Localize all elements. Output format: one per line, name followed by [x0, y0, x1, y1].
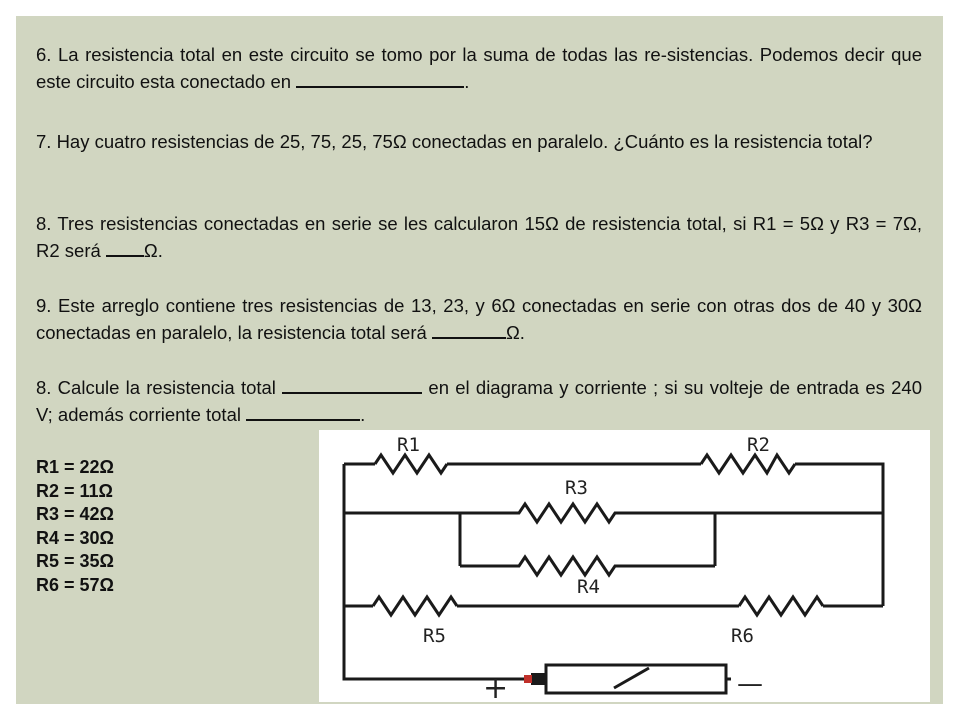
label-r5: R5 [423, 625, 446, 647]
answer-blank [106, 237, 144, 257]
circuit-diagram [319, 430, 930, 702]
resistor-value-r4: R4 = 30Ω [36, 527, 114, 548]
answer-blank [246, 401, 360, 421]
battery-terminal-mark [524, 675, 532, 683]
battery-body [546, 665, 726, 693]
resistor-value-r1: R1 = 22Ω [36, 457, 114, 477]
slide [16, 16, 943, 704]
resistor-value-r2: R2 = 11Ω [36, 480, 113, 501]
wire-inner-left [344, 513, 460, 566]
question-8a: 8. Tres resistencias conectadas en serie se les calcularon 15Ω de resistencia total, si R1 = 5Ω y R3 = 7Ω, R2 será Ω. [36, 213, 922, 261]
resistor-value-r3: R3 = 42Ω [36, 504, 114, 524]
circuit-svg [319, 430, 930, 702]
resistor-r4 [460, 557, 715, 575]
answer-blank [432, 319, 506, 339]
battery-slash [614, 668, 649, 688]
question-6: 6. La resistencia total en este circuito se tomo por la suma de todas las re-sistencias. Podemos decir que este circuito esta conectado en . [36, 44, 922, 92]
resistor-r3 [460, 504, 715, 522]
battery-minus-sign: — [737, 669, 763, 699]
resistor-r6 [739, 597, 823, 615]
label-r3: R3 [565, 477, 588, 499]
label-r2: R2 [747, 434, 770, 456]
wire-top-right [795, 464, 883, 606]
resistor-values-list [36, 456, 114, 597]
answer-blank [282, 374, 422, 394]
resistor-r5 [373, 597, 457, 615]
resistor-value-r6: R6 = 57Ω [36, 574, 114, 595]
question-9: 9. Este arreglo contiene tres resistencias de 13, 23, y 6Ω conectadas en serie con otras dos de 40 y 30Ω conectadas en paralelo, la resistencia total será Ω. [36, 295, 922, 343]
resistor-value-r5: R5 = 35Ω [36, 551, 114, 571]
answer-blank [296, 68, 464, 88]
question-8b: 8. Calcule la resistencia total en el diagrama y corriente ; si su volteje de entrada es 240 V; además corriente total . [36, 374, 922, 428]
label-r1: R1 [397, 434, 420, 456]
battery-plus-sign: + [483, 671, 509, 702]
label-r4: R4 [577, 576, 600, 598]
resistor-r1 [375, 455, 447, 473]
resistor-r2 [701, 455, 795, 473]
battery-terminal [531, 673, 547, 685]
label-r6: R6 [731, 625, 754, 647]
wire-inner-right [715, 513, 883, 566]
question-7: 7. Hay cuatro resistencias de 25, 75, 25, 75Ω conectadas en paralelo. ¿Cuánto es la resistencia total? [36, 131, 873, 152]
